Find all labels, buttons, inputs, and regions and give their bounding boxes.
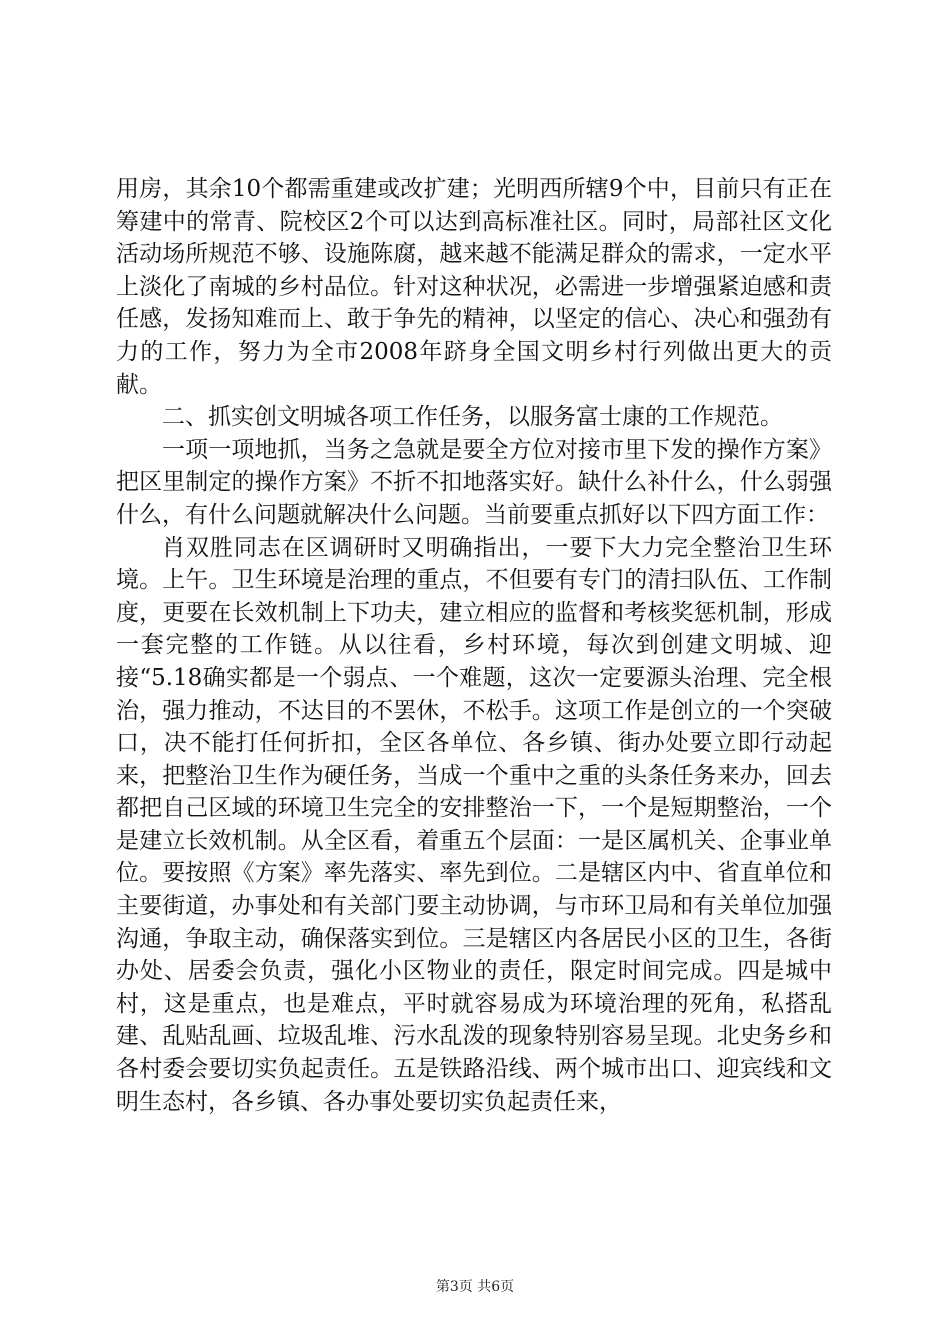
page-footer: 第3页 共6页	[435, 1279, 515, 1295]
paragraph-2-heading: 二、抓实创文明城各项工作任务，以服务富士康的工作规范。	[162, 404, 783, 431]
paragraph-4: 肖双胜同志在区调研时又明确指出，一要下大力完全整治卫生环境。上午。卫生环境是治理的重点，不但要有专门的清扫队伍、工作制度，更要在长效机制上下功夫，建立相应的监督和考核奖惩机制，形成一套完整的工作链。从以往看，乡村环境，每次到创建文明城、迎接“5.18确实都是一个弱点、一个难题，这次一定要源头治理、完全根治，强力推动，不达目的不罢休，不松手。这项工作是创立的一个突破口，决不能打任何折扣，全区各单位、各乡镇、街办处要立即行动起来，把整治卫生作为硬任务，当成一个重中之重的头条任务来办，回去都把自己区域的环境卫生完全的安排整治一下，一个是短期整治，一个是建立长效机制。从全区看，着重五个层面：一是区属机关、企事业单位。要按照《方案》率先落实、率先到位。二是辖区内中、省直单位和主要街道，办事处和有关部门要主动协调，与市环卫局和有关单位加强沟通，争取主动，确保落实到位。三是辖区内各居民小区的卫生，各街办处、居委会负责，强化小区物业的责任，限定时间完成。四是城中村，这是重点，也是难点，平时就容易成为环境治理的死角，私搭乱建、乱贴乱画、垃圾乱堆、污水乱泼的现象特别容易呈现。北史务乡和各村委会要切实负起责任。五是铁路沿线、两个城市出口、迎宾线和文明生态村，各乡镇、各办事处要切实负起责任来，	[116, 534, 832, 1115]
paragraph-3: 一项一项地抓，当务之急就是要全方位对接市里下发的操作方案》把区里制定的操作方案》不折不扣地落实好。缺什么补什么，什么弱强什么，有什么问题就解决什么问题。当前要重点抓好以下四方面工作：	[116, 436, 832, 528]
document-body	[116, 173, 832, 1118]
paragraph-1: 用房，其余10个都需重建或改扩建；光明西所辖9个中，目前只有正在筹建中的常青、院校区2个可以达到高标准社区。同时，局部社区文化活动场所规范不够、设施陈腐，越来越不能满足群众的需求，一定水平上淡化了南城的乡村品位。针对这种状况，必需进一步增强紧迫感和责任感，发扬知难而上、敢于争先的精神，以坚定的信心、决心和强劲有力的工作，努力为全市2008年跻身全国文明乡村行列做出更大的贡献。	[116, 176, 832, 398]
